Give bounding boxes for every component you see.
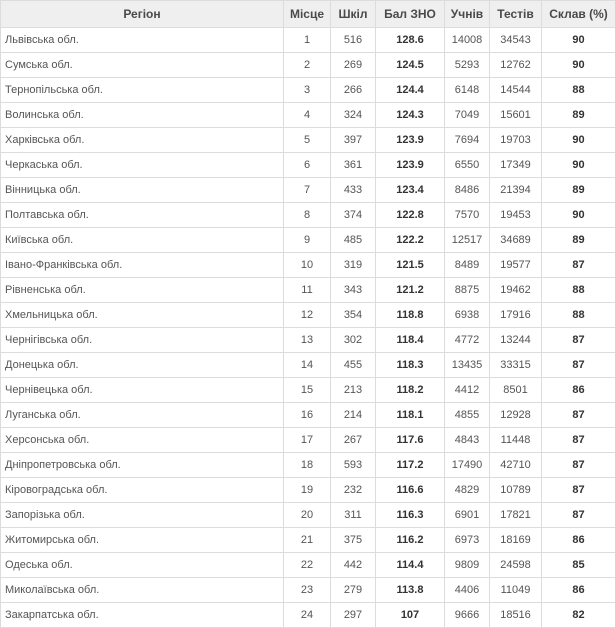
cell-pupils: 6550 (445, 153, 490, 178)
cell-place: 3 (284, 78, 331, 103)
cell-schools: 297 (331, 603, 376, 628)
cell-pupils: 17490 (445, 453, 490, 478)
cell-pupils: 6901 (445, 503, 490, 528)
cell-tests: 15601 (490, 103, 542, 128)
cell-pass-rate: 89 (542, 228, 615, 253)
table-row (1, 403, 615, 428)
cell-pass-rate: 90 (542, 53, 615, 78)
cell-schools: 433 (331, 178, 376, 203)
cell-place: 22 (284, 553, 331, 578)
table-row (1, 128, 615, 153)
cell-schools: 232 (331, 478, 376, 503)
cell-pass-rate: 90 (542, 203, 615, 228)
cell-tests: 19453 (490, 203, 542, 228)
cell-region: Тернопільська обл. (1, 78, 284, 103)
cell-schools: 343 (331, 278, 376, 303)
cell-pupils: 4772 (445, 328, 490, 353)
cell-pass-rate: 85 (542, 553, 615, 578)
cell-place: 6 (284, 153, 331, 178)
cell-pass-rate: 87 (542, 328, 615, 353)
cell-pass-rate: 87 (542, 453, 615, 478)
cell-tests: 10789 (490, 478, 542, 503)
cell-tests: 21394 (490, 178, 542, 203)
cell-zno-score: 121.5 (376, 253, 445, 278)
table-body (1, 28, 615, 628)
cell-pupils: 4855 (445, 403, 490, 428)
table-header (1, 1, 615, 28)
cell-region: Вінницька обл. (1, 178, 284, 203)
cell-pass-rate: 88 (542, 78, 615, 103)
cell-tests: 18516 (490, 603, 542, 628)
cell-zno-score: 123.4 (376, 178, 445, 203)
cell-tests: 19703 (490, 128, 542, 153)
header-place[interactable]: Місце (284, 1, 331, 28)
cell-place: 16 (284, 403, 331, 428)
table-row (1, 253, 615, 278)
cell-schools: 319 (331, 253, 376, 278)
cell-pass-rate: 87 (542, 503, 615, 528)
cell-pupils: 9666 (445, 603, 490, 628)
cell-pupils: 4412 (445, 378, 490, 403)
cell-pass-rate: 87 (542, 428, 615, 453)
cell-zno-score: 113.8 (376, 578, 445, 603)
table-row (1, 203, 615, 228)
cell-tests: 18169 (490, 528, 542, 553)
cell-zno-score: 107 (376, 603, 445, 628)
cell-schools: 266 (331, 78, 376, 103)
cell-place: 5 (284, 128, 331, 153)
cell-place: 2 (284, 53, 331, 78)
cell-schools: 354 (331, 303, 376, 328)
cell-pupils: 6973 (445, 528, 490, 553)
cell-zno-score: 118.3 (376, 353, 445, 378)
cell-region: Сумська обл. (1, 53, 284, 78)
header-region[interactable]: Регіон (1, 1, 284, 28)
cell-place: 11 (284, 278, 331, 303)
cell-pass-rate: 86 (542, 528, 615, 553)
header-pass-rate[interactable]: Склав (%) (542, 1, 615, 28)
cell-region: Хмельницька обл. (1, 303, 284, 328)
cell-schools: 269 (331, 53, 376, 78)
cell-pass-rate: 88 (542, 278, 615, 303)
table-row (1, 53, 615, 78)
cell-zno-score: 116.6 (376, 478, 445, 503)
cell-zno-score: 122.2 (376, 228, 445, 253)
cell-place: 20 (284, 503, 331, 528)
cell-region: Чернівецька обл. (1, 378, 284, 403)
cell-schools: 361 (331, 153, 376, 178)
table-row (1, 428, 615, 453)
cell-pass-rate: 87 (542, 403, 615, 428)
cell-pupils: 9809 (445, 553, 490, 578)
cell-place: 21 (284, 528, 331, 553)
cell-region: Кіровоградська обл. (1, 478, 284, 503)
table-row (1, 478, 615, 503)
cell-pass-rate: 90 (542, 28, 615, 53)
cell-zno-score: 122.8 (376, 203, 445, 228)
cell-region: Закарпатська обл. (1, 603, 284, 628)
cell-region: Волинська обл. (1, 103, 284, 128)
cell-pass-rate: 86 (542, 378, 615, 403)
cell-zno-score: 118.4 (376, 328, 445, 353)
cell-pupils: 4829 (445, 478, 490, 503)
cell-schools: 267 (331, 428, 376, 453)
cell-zno-score: 116.2 (376, 528, 445, 553)
cell-zno-score: 124.4 (376, 78, 445, 103)
cell-tests: 11448 (490, 428, 542, 453)
table-row (1, 228, 615, 253)
cell-tests: 17821 (490, 503, 542, 528)
cell-pupils: 6148 (445, 78, 490, 103)
cell-place: 23 (284, 578, 331, 603)
cell-pass-rate: 87 (542, 253, 615, 278)
cell-pass-rate: 89 (542, 178, 615, 203)
cell-zno-score: 124.5 (376, 53, 445, 78)
table-row (1, 503, 615, 528)
cell-schools: 455 (331, 353, 376, 378)
cell-place: 14 (284, 353, 331, 378)
cell-place: 1 (284, 28, 331, 53)
cell-schools: 516 (331, 28, 376, 53)
cell-region: Івано-Франківська обл. (1, 253, 284, 278)
cell-place: 12 (284, 303, 331, 328)
cell-zno-score: 118.8 (376, 303, 445, 328)
cell-schools: 311 (331, 503, 376, 528)
cell-pupils: 6938 (445, 303, 490, 328)
cell-region: Черкаська обл. (1, 153, 284, 178)
cell-zno-score: 116.3 (376, 503, 445, 528)
cell-schools: 442 (331, 553, 376, 578)
cell-region: Харківська обл. (1, 128, 284, 153)
cell-zno-score: 123.9 (376, 153, 445, 178)
header-pupils[interactable]: Учнів (445, 1, 490, 28)
cell-pass-rate: 87 (542, 353, 615, 378)
cell-pupils: 12517 (445, 228, 490, 253)
cell-region: Житомирська обл. (1, 528, 284, 553)
cell-place: 4 (284, 103, 331, 128)
cell-tests: 8501 (490, 378, 542, 403)
table-row (1, 553, 615, 578)
cell-region: Запорізька обл. (1, 503, 284, 528)
table-row (1, 328, 615, 353)
cell-pass-rate: 86 (542, 578, 615, 603)
table-row (1, 178, 615, 203)
cell-schools: 279 (331, 578, 376, 603)
header-tests[interactable]: Тестів (490, 1, 542, 28)
table-row (1, 528, 615, 553)
table-row (1, 453, 615, 478)
cell-schools: 485 (331, 228, 376, 253)
cell-pass-rate: 88 (542, 303, 615, 328)
cell-zno-score: 123.9 (376, 128, 445, 153)
cell-zno-score: 118.2 (376, 378, 445, 403)
cell-place: 15 (284, 378, 331, 403)
cell-place: 9 (284, 228, 331, 253)
cell-pass-rate: 89 (542, 103, 615, 128)
cell-place: 13 (284, 328, 331, 353)
cell-region: Дніпропетровська обл. (1, 453, 284, 478)
cell-place: 8 (284, 203, 331, 228)
cell-pupils: 7570 (445, 203, 490, 228)
cell-schools: 324 (331, 103, 376, 128)
cell-region: Київська обл. (1, 228, 284, 253)
cell-zno-score: 117.2 (376, 453, 445, 478)
table-row (1, 153, 615, 178)
cell-zno-score: 124.3 (376, 103, 445, 128)
cell-tests: 24598 (490, 553, 542, 578)
cell-schools: 375 (331, 528, 376, 553)
cell-region: Херсонська обл. (1, 428, 284, 453)
cell-pupils: 13435 (445, 353, 490, 378)
cell-tests: 17916 (490, 303, 542, 328)
table-row (1, 603, 615, 628)
cell-pupils: 8486 (445, 178, 490, 203)
cell-pupils: 4843 (445, 428, 490, 453)
cell-region: Донецька обл. (1, 353, 284, 378)
cell-tests: 19462 (490, 278, 542, 303)
table-row (1, 28, 615, 53)
cell-tests: 42710 (490, 453, 542, 478)
cell-tests: 33315 (490, 353, 542, 378)
cell-tests: 13244 (490, 328, 542, 353)
cell-pupils: 5293 (445, 53, 490, 78)
cell-pupils: 4406 (445, 578, 490, 603)
cell-schools: 397 (331, 128, 376, 153)
cell-tests: 34543 (490, 28, 542, 53)
cell-place: 10 (284, 253, 331, 278)
header-row (1, 1, 615, 28)
table-row (1, 353, 615, 378)
cell-tests: 34689 (490, 228, 542, 253)
cell-tests: 12928 (490, 403, 542, 428)
header-schools[interactable]: Шкіл (331, 1, 376, 28)
cell-tests: 17349 (490, 153, 542, 178)
cell-pupils: 7049 (445, 103, 490, 128)
cell-zno-score: 118.1 (376, 403, 445, 428)
cell-schools: 214 (331, 403, 376, 428)
cell-pupils: 7694 (445, 128, 490, 153)
cell-schools: 213 (331, 378, 376, 403)
table-row (1, 78, 615, 103)
cell-zno-score: 117.6 (376, 428, 445, 453)
cell-zno-score: 121.2 (376, 278, 445, 303)
cell-schools: 593 (331, 453, 376, 478)
cell-region: Одеська обл. (1, 553, 284, 578)
cell-pass-rate: 90 (542, 128, 615, 153)
cell-schools: 302 (331, 328, 376, 353)
table-row (1, 303, 615, 328)
cell-region: Чернігівська обл. (1, 328, 284, 353)
header-zno-score[interactable]: Бал ЗНО (376, 1, 445, 28)
cell-region: Миколаївська обл. (1, 578, 284, 603)
cell-pass-rate: 87 (542, 478, 615, 503)
cell-tests: 12762 (490, 53, 542, 78)
cell-place: 24 (284, 603, 331, 628)
cell-pass-rate: 90 (542, 153, 615, 178)
cell-place: 17 (284, 428, 331, 453)
cell-schools: 374 (331, 203, 376, 228)
cell-pupils: 8875 (445, 278, 490, 303)
cell-region: Львівська обл. (1, 28, 284, 53)
table-row (1, 103, 615, 128)
cell-tests: 11049 (490, 578, 542, 603)
cell-zno-score: 128.6 (376, 28, 445, 53)
cell-place: 7 (284, 178, 331, 203)
table-row (1, 378, 615, 403)
cell-region: Рівненська обл. (1, 278, 284, 303)
cell-tests: 14544 (490, 78, 542, 103)
table-row (1, 278, 615, 303)
cell-zno-score: 114.4 (376, 553, 445, 578)
cell-tests: 19577 (490, 253, 542, 278)
cell-pupils: 14008 (445, 28, 490, 53)
cell-place: 19 (284, 478, 331, 503)
cell-place: 18 (284, 453, 331, 478)
table-row (1, 578, 615, 603)
cell-pass-rate: 82 (542, 603, 615, 628)
cell-region: Полтавська обл. (1, 203, 284, 228)
cell-region: Луганська обл. (1, 403, 284, 428)
cell-pupils: 8489 (445, 253, 490, 278)
